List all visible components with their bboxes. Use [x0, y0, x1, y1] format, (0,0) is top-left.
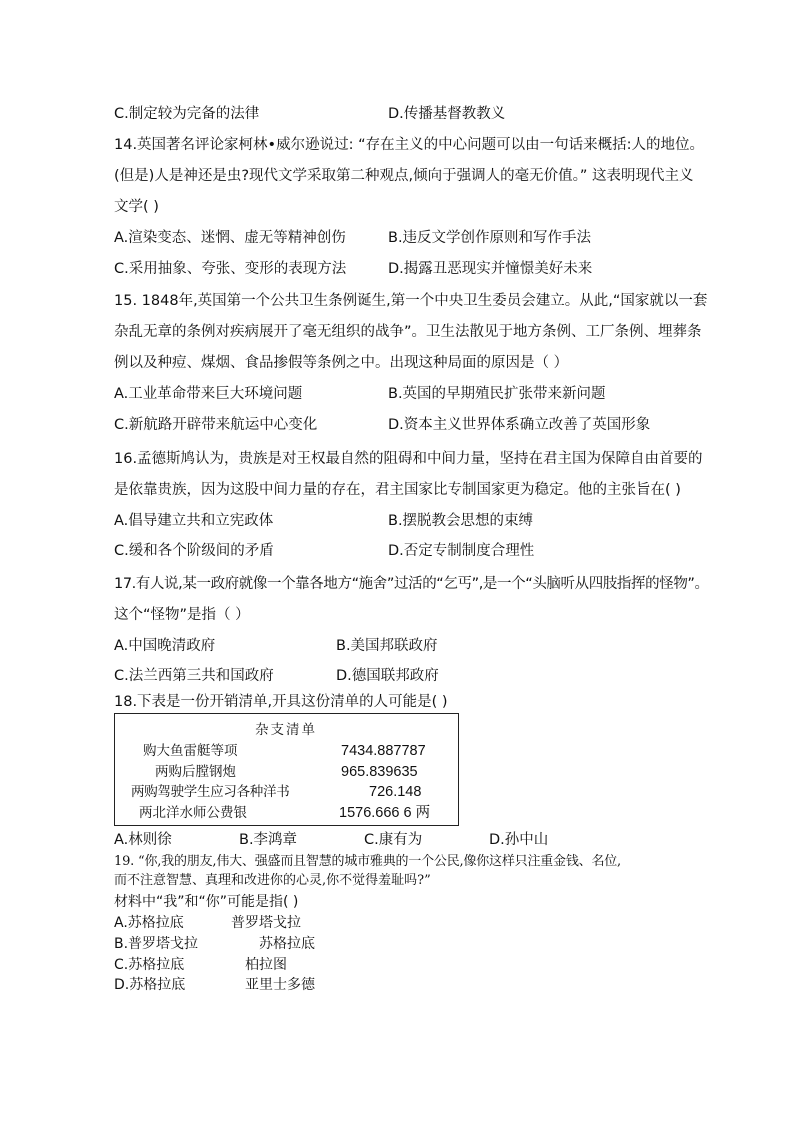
q15-stem-line-2: 杂乱无章的条例对疾病展开了毫无组织的战争”。卫生法散见于地方条例、工厂条例、埋葬条: [114, 324, 702, 340]
q18-option-d: D.孙中山: [489, 832, 549, 848]
q17-stem-line-2: 这个“怪物”是指（ ）: [114, 607, 250, 623]
q19-option-b-person-1: B.普罗塔戈拉: [114, 936, 199, 952]
q19-option-a-person-2: 普罗塔戈拉: [231, 915, 301, 931]
q15-option-a: A.工业革命带来巨大环境问题: [114, 386, 303, 402]
q14-option-a: A.渲染变态、迷惘、虚无等精神创伤: [114, 230, 346, 246]
q19-option-b-person-2: 苏格拉底: [259, 936, 315, 952]
expense-table: [114, 713, 459, 826]
q18-option-a: A.林则徐: [114, 832, 172, 848]
expense-row-1-amount: 7434.887787: [341, 743, 426, 759]
expense-table-title: 杂支清单: [255, 722, 317, 738]
q15-stem-line-1: 15. 1848年,英国第一个公共卫生条例诞生,第一个中央卫生委员会建立。从此,“国家就以一套: [114, 293, 708, 309]
q15-stem-line-3: 例以及种痘、煤烟、食品掺假等条例之中。出现这种局面的原因是（ ）: [114, 355, 569, 371]
q14-option-b: B.违反文学创作原则和写作手法: [388, 230, 592, 246]
q14-stem-line-1: 14.英国著名评论家柯林•威尔逊说过: “存在主义的中心问题可以由一句话来概括:人的地位。: [114, 137, 705, 153]
q13-option-d: D.传播基督教教义: [388, 106, 506, 122]
expense-row-3-item: 两购驾驶学生应习各种洋书: [131, 784, 290, 800]
q17-option-d: D.德国联邦政府: [336, 668, 439, 684]
q15-option-b: B.英国的早期殖民扩张带来新问题: [388, 386, 606, 402]
q14-option-d: D.揭露丑恶现实并憧憬美好未来: [388, 261, 593, 277]
q16-stem-line-1: 16.孟德斯鸠认为，贵族是对王权最自然的阻碍和中间力量，坚持在君主国为保障自由首要的: [114, 451, 703, 467]
q16-option-d: D.否定专制制度合理性: [388, 543, 535, 559]
q15-option-c: C.新航路开辟带来航运中心变化: [114, 417, 318, 433]
q18-option-c: C.康有为: [364, 832, 423, 848]
expense-row-3-amount: 726.148: [369, 784, 422, 800]
q19-quote-line-2: 而不注意智慧、真理和改进你的心灵,你不觉得羞耻吗?”: [114, 873, 431, 888]
q18-option-b: B.李鸿章: [239, 832, 298, 848]
q19-option-d-person-1: D.苏格拉底: [114, 977, 186, 993]
q19-quote-line-1: 19. “你,我的朋友,伟大、强盛而且智慧的城市雅典的一个公民,像你这样只注重金钱、名位,: [114, 854, 621, 869]
q19-option-d-person-2: 亚里士多德: [245, 977, 315, 993]
q19-stem: 材料中“我”和“你”可能是指( ): [114, 894, 299, 910]
q16-option-b: B.摆脱教会思想的束缚: [388, 513, 534, 529]
q13-option-c: C.制定较为完备的法律: [114, 106, 260, 122]
expense-row-2-amount: 965.839635: [341, 764, 418, 780]
q14-option-c: C.采用抽象、夸张、变形的表现方法: [114, 261, 347, 277]
expense-row-4-amount: 1576.666 6 两: [339, 805, 431, 821]
q19-option-c-person-2: 柏拉图: [245, 957, 287, 973]
q17-option-b: B.美国邦联政府: [336, 638, 438, 654]
expense-row-4-item: 两北洋水师公费银: [139, 805, 247, 821]
q14-stem-line-2: (但是)人是神还是虫?现代文学采取第二种观点,倾向于强调人的毫无价值。” 这表明现代主义: [114, 168, 694, 184]
q15-option-d: D.资本主义世界体系确立改善了英国形象: [388, 417, 651, 433]
q19-option-c-person-1: C.苏格拉底: [114, 957, 185, 973]
q16-option-a: A.倡导建立共和立宪政体: [114, 513, 274, 529]
expense-row-2-item: 两购后膛钢炮: [155, 764, 236, 780]
q17-option-c: C.法兰西第三共和国政府: [114, 668, 274, 684]
q16-stem-line-2: 是依靠贵族，因为这股中间力量的存在，君主国家比专制国家更为稳定。他的主张旨在( ): [114, 482, 681, 498]
q18-stem: 18.下表是一份开销清单,开具这份清单的人可能是( ): [114, 694, 448, 710]
expense-row-1-item: 购大鱼雷艇等项: [143, 743, 238, 759]
q14-stem-line-3: 文学( ): [114, 199, 159, 215]
q19-option-a-person-1: A.苏格拉底: [114, 915, 184, 931]
q16-option-c: C.缓和各个阶级间的矛盾: [114, 543, 274, 559]
q17-stem-line-1: 17.有人说,某一政府就像一个靠各地方“施舍”过活的“乞丐”,是一个“头脑听从四肢指挥的怪物”。: [114, 576, 709, 592]
q17-option-a: A.中国晚清政府: [114, 638, 216, 654]
